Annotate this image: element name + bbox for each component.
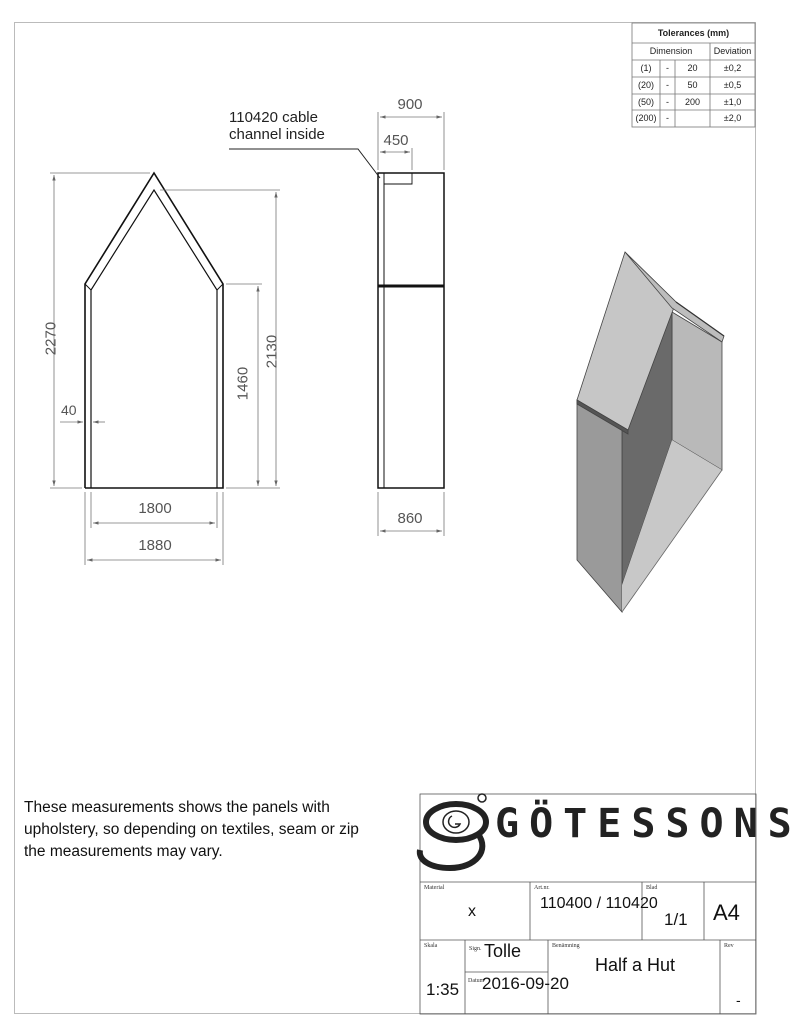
tolerance-row-sep: - bbox=[666, 113, 669, 123]
scale-value: 1:35 bbox=[426, 980, 460, 999]
side-view bbox=[378, 173, 444, 488]
description-label: Benämning bbox=[552, 943, 580, 949]
isometric-view bbox=[577, 252, 724, 612]
artnr-value: 110400 / 110420 bbox=[540, 895, 658, 912]
tolerance-row-dev: ±1,0 bbox=[723, 97, 742, 107]
dim-total-height: 2270 bbox=[42, 321, 60, 356]
tolerance-row-to: 200 bbox=[684, 97, 701, 107]
tolerance-row-sep: - bbox=[666, 97, 669, 107]
tolerance-table-title: Tolerances (mm) bbox=[657, 28, 730, 38]
tolerance-row-from: (20) bbox=[637, 80, 654, 90]
revision-value: - bbox=[736, 992, 741, 1008]
paper-size-value: A4 bbox=[713, 900, 740, 925]
date-value: 2016-09-20 bbox=[482, 974, 569, 993]
tolerance-row-sep: - bbox=[666, 63, 669, 73]
material-value: x bbox=[468, 903, 476, 920]
dim-wall-height: 1460 bbox=[234, 366, 252, 401]
dim-top-half: 450 bbox=[383, 132, 409, 149]
tolerance-row-from: (200) bbox=[635, 113, 657, 123]
tolerance-row-sep: - bbox=[666, 80, 669, 90]
company-name: GÖTESSONS bbox=[495, 801, 802, 847]
tolerance-row-dev: ±0,2 bbox=[723, 63, 742, 73]
measurement-note: These measurements shows the panels with upholstery, so depending on textiles, seam or zip the measurements may vary. bbox=[24, 799, 359, 860]
scale-label: Skala bbox=[424, 943, 438, 949]
dim-top-width: 900 bbox=[397, 96, 423, 113]
date-label: Datum bbox=[468, 978, 485, 984]
gotessons-logo-mark bbox=[420, 794, 486, 868]
sheet-label: Blad bbox=[646, 885, 658, 891]
tolerance-header-dimension: Dimension bbox=[649, 46, 693, 56]
sign-value: Tolle bbox=[484, 941, 522, 961]
revision-label: Rev bbox=[724, 943, 734, 949]
dim-outer-width: 1880 bbox=[138, 537, 172, 554]
tolerance-row-dev: ±0,5 bbox=[723, 80, 742, 90]
dim-bottom-width: 860 bbox=[397, 510, 423, 527]
dim-inner-height: 2130 bbox=[263, 334, 281, 369]
tolerance-row-dev: ±2,0 bbox=[723, 113, 742, 123]
material-label: Material bbox=[424, 885, 445, 891]
front-view bbox=[85, 173, 223, 488]
cable-channel-callout: 110420 cable channel inside bbox=[229, 109, 325, 143]
tolerance-table-grid bbox=[632, 23, 755, 127]
dim-thickness: 40 bbox=[61, 402, 77, 418]
sign-label: Sign. bbox=[469, 946, 482, 952]
artnr-label: Art.nr. bbox=[534, 885, 550, 891]
tolerance-row-from: (50) bbox=[637, 97, 654, 107]
description-value: Half a Hut bbox=[594, 955, 676, 975]
tolerance-row-to: 20 bbox=[687, 63, 698, 73]
tolerance-row-from: (1) bbox=[640, 63, 652, 73]
dim-inner-width: 1800 bbox=[138, 500, 172, 517]
tolerance-row-to: 50 bbox=[687, 80, 698, 90]
sheet-value: 1/1 bbox=[664, 910, 688, 929]
tolerance-header-deviation: Deviation bbox=[713, 46, 752, 56]
